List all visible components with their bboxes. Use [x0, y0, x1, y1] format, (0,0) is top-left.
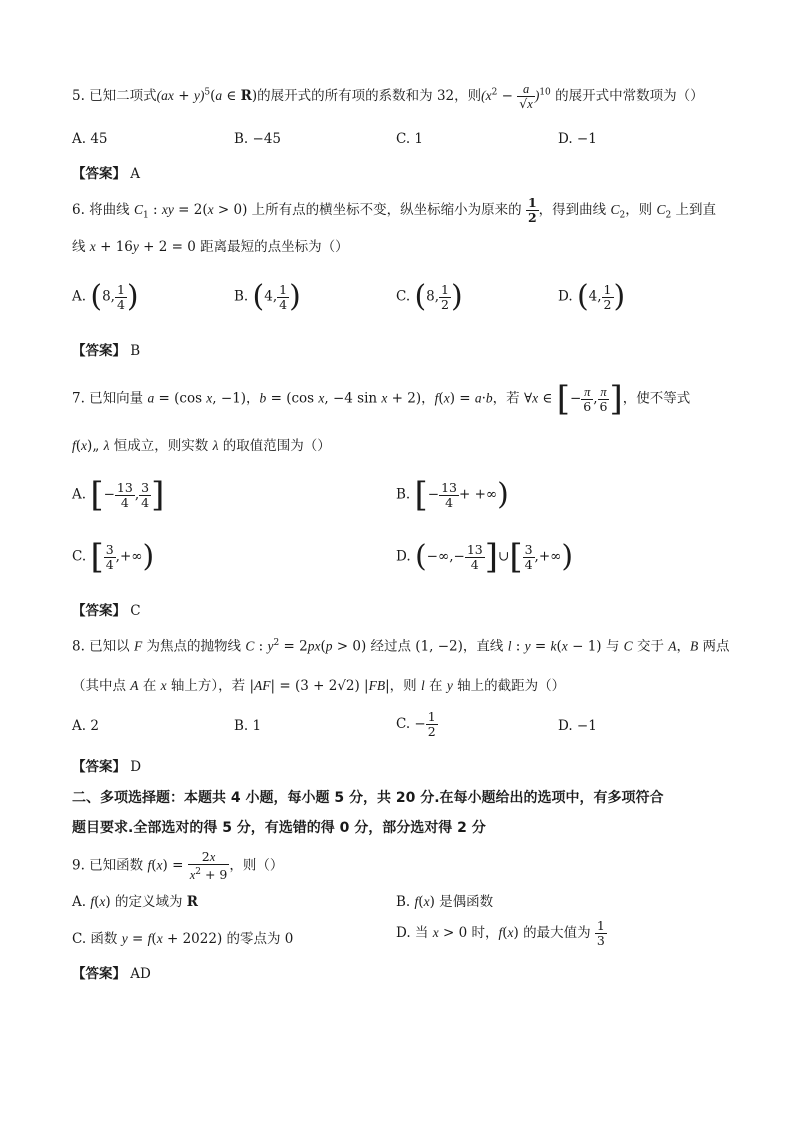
- q8-stem-line2: （其中点 A 在 x 轴上方），若 |AF| = (3 + 2√2) |FB|，则 l 在 y 轴上的截距为（）: [72, 678, 566, 694]
- q6-option-a[interactable]: A. (8, $\frac{1}{4}$ ): [72, 279, 139, 314]
- q7-option-a[interactable]: A. [− $\frac{13}{4}$ , $\frac{3}{4}$ ]: [72, 475, 165, 515]
- q5-option-c[interactable]: C. 1: [396, 131, 424, 147]
- q8-answer: 【答案】 D: [72, 759, 142, 775]
- answer-label: 【答案】: [72, 603, 126, 619]
- q7-option-b[interactable]: B. [− $\frac{13}{4}$ + +∞): [396, 475, 509, 515]
- q6-option-d[interactable]: D. (4, $\frac{1}{2}$ ): [558, 279, 626, 314]
- q9-option-c[interactable]: C. 函数 y = f(x + 2022) 的零点为 0: [72, 931, 294, 947]
- q9-option-a[interactable]: A. f(x) 的定义域为 R: [72, 894, 198, 910]
- q7-option-c[interactable]: C. [ $\frac{3}{4}$ ,+∞): [72, 537, 155, 577]
- q6-option-b[interactable]: B. (4, $\frac{1}{4}$ ): [234, 279, 301, 314]
- q6-stem-line1: 6. 将曲线 $C_1$ : xy = 2(x > 0) 上所有点的横坐标不变，纵坐标缩小为原来的 $\frac{1}{2}$ ，得到曲线 $C_2$，则 $C_2$ 上到直: [72, 195, 717, 225]
- q5-answer: 【答案】 A: [72, 166, 141, 182]
- q8-option-c[interactable]: C. − $\frac{1}{2}$: [396, 709, 436, 739]
- q8-stem-line1: 8. 已知以 F 为焦点的抛物线 C : $y^2 = 2px(p > 0)$ 经过点 (1, −2)，直线 l : y = k(x − 1) 与 C 交于 A，B 两点: [72, 638, 730, 655]
- q7-option-d[interactable]: D. (−∞,− $\frac{13}{4}$ ]∪[ $\frac{3}{4}$ ,+∞): [396, 537, 574, 577]
- q7-stem-line2: f(x)„ λ 恒成立，则实数 λ 的取值范围为（）: [72, 438, 331, 454]
- q7-answer: 【答案】 C: [72, 603, 141, 619]
- q5-option-b[interactable]: B. −45: [234, 131, 281, 147]
- q9-option-d[interactable]: D. 当 x > 0 时，f(x) 的最大值为 $\frac{1}{3}$: [396, 918, 605, 948]
- answer-label: 【答案】: [72, 343, 126, 359]
- q9-stem: 9. 已知函数 f(x) = $\frac{2x}{x^2 + 9}$ ，则（）: [72, 849, 284, 883]
- q5-option-a[interactable]: A. 45: [72, 131, 108, 147]
- q7-stem-line1: 7. 已知向量 a = (cos x, −1)，b = (cos x, −4 sin x + 2)，f(x) = a·b，若 ∀x ∈ [− $\frac{\pi}{6}$ , $\frac{\pi}{6}$ ]，使不等式: [72, 379, 691, 419]
- section2-heading-line2: 题目要求.全部选对的得 5 分，有选错的得 0 分，部分选对得 2 分: [72, 820, 486, 836]
- answer-label: 【答案】: [72, 966, 126, 982]
- answer-label: 【答案】: [72, 166, 126, 182]
- q5-stem: 5. 已知二项式(ax + y)$^5$(a ∈ R)的展开式的所有项的系数和为 32，则($x^2$ − $\frac{a}{√x}$ )$^{10}$ 的展开式中常数项为（）: [72, 82, 704, 111]
- q9-answer: 【答案】 AD: [72, 966, 151, 982]
- answer-label: 【答案】: [72, 759, 126, 775]
- section2-heading-line1: 二、多项选择题：本题共 4 小题，每小题 5 分，共 20 分.在每小题给出的选项中，有多项符合: [72, 790, 664, 806]
- q8-option-b[interactable]: B. 1: [234, 718, 262, 734]
- q8-option-a[interactable]: A. 2: [72, 718, 99, 734]
- q9-option-b[interactable]: B. f(x) 是偶函数: [396, 894, 494, 910]
- q6-stem-line2: 线 x + 16y + 2 = 0 距离最短的点坐标为（）: [72, 239, 349, 255]
- q8-option-d[interactable]: D. −1: [558, 718, 597, 734]
- q6-option-c[interactable]: C. (8, $\frac{1}{2}$ ): [396, 279, 463, 314]
- q5-option-d[interactable]: D. −1: [558, 131, 597, 147]
- q6-answer: 【答案】 B: [72, 343, 141, 359]
